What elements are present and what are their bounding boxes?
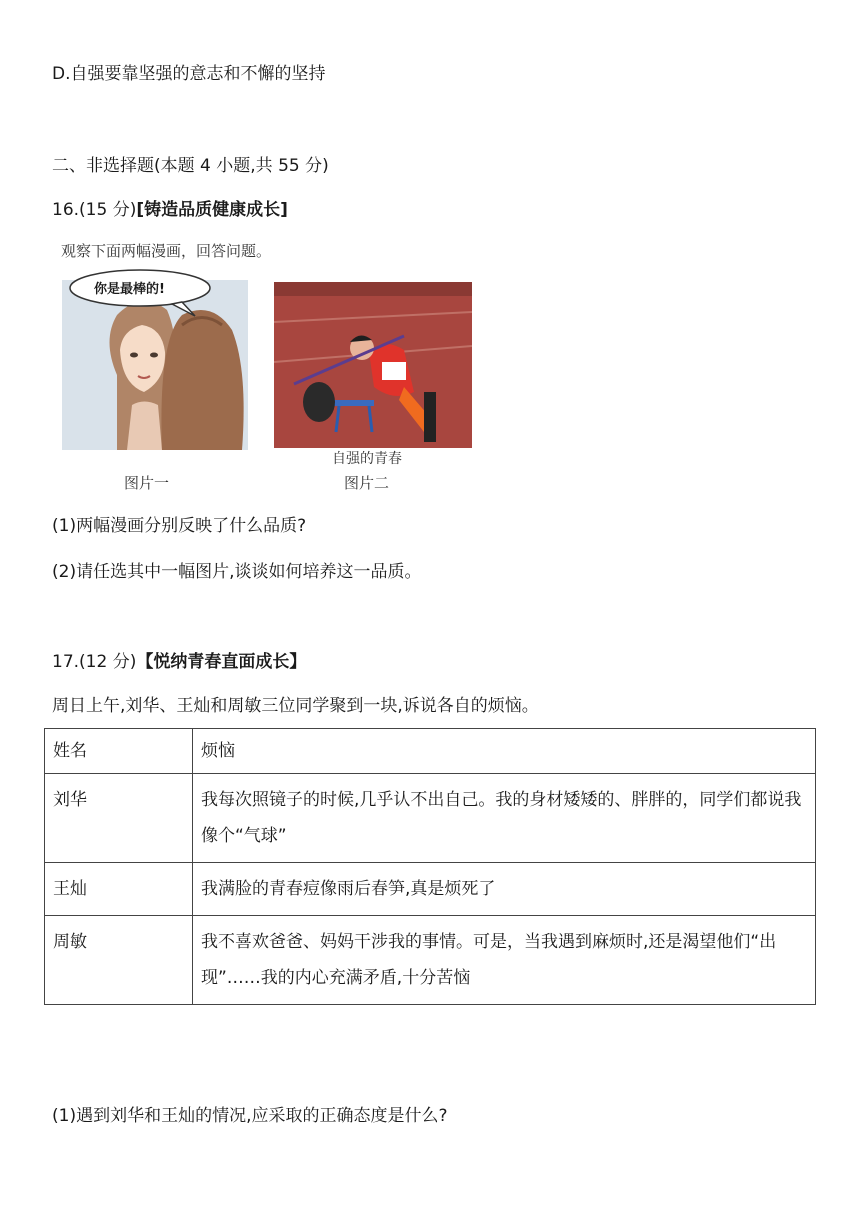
figure-intro: 观察下面两幅漫画，回答问题。 — [61, 242, 272, 260]
question-16-figure — [52, 240, 482, 496]
table-row — [45, 916, 816, 1005]
question-16-sub2: (2)请任选其中一幅图片,谈谈如何培养这一品质。 — [52, 562, 422, 582]
table-row — [45, 774, 816, 863]
row-name: 王灿 — [45, 863, 193, 916]
option-d: D.自强要靠坚强的意志和不懈的坚持 — [52, 64, 326, 84]
question-17-topic: 【悦纳青春直面成长】 — [136, 652, 307, 672]
table-header-row — [45, 729, 816, 774]
header-name: 姓名 — [45, 729, 193, 774]
picture-two-label: 图片二 — [344, 474, 390, 492]
picture-one-label: 图片一 — [124, 474, 170, 492]
section-heading: 二、非选择题(本题 4 小题,共 55 分) — [52, 156, 329, 176]
question-16-heading — [52, 198, 288, 222]
row-name: 周敏 — [45, 916, 193, 1005]
speech-bubble-text: 你是最棒的! — [94, 282, 165, 297]
javelin-athlete-photo — [274, 282, 472, 448]
question-17-sub1: (1)遇到刘华和王灿的情况,应采取的正确态度是什么? — [52, 1106, 448, 1126]
row-name: 刘华 — [45, 774, 193, 863]
table-row — [45, 863, 816, 916]
question-17-number: 17.(12 分) — [52, 652, 137, 672]
row-trouble: 我每次照镜子的时候,几乎认不出自己。我的身材矮矮的、胖胖的，同学们都说我像个“气球” — [193, 774, 816, 863]
picture-two-inner-caption: 自强的青春 — [332, 451, 402, 467]
question-16-number: 16.(15 分) — [52, 200, 137, 220]
photo-picture-two — [274, 282, 472, 448]
row-trouble: 我满脸的青春痘像雨后春笋,真是烦死了 — [193, 863, 816, 916]
question-17-heading — [52, 650, 306, 674]
header-trouble: 烦恼 — [193, 729, 816, 774]
question-17-intro: 周日上午,刘华、王灿和周敏三位同学聚到一块,诉说各自的烦恼。 — [52, 696, 539, 716]
trouble-table — [44, 728, 816, 1005]
row-trouble: 我不喜欢爸爸、妈妈干涉我的事情。可是，当我遇到麻烦时,还是渴望他们“出现”……我的内心充满矛盾,十分苦恼 — [193, 916, 816, 1005]
question-16-topic: [铸造品质健康成长] — [136, 200, 288, 220]
question-16-sub1: (1)两幅漫画分别反映了什么品质? — [52, 516, 307, 536]
